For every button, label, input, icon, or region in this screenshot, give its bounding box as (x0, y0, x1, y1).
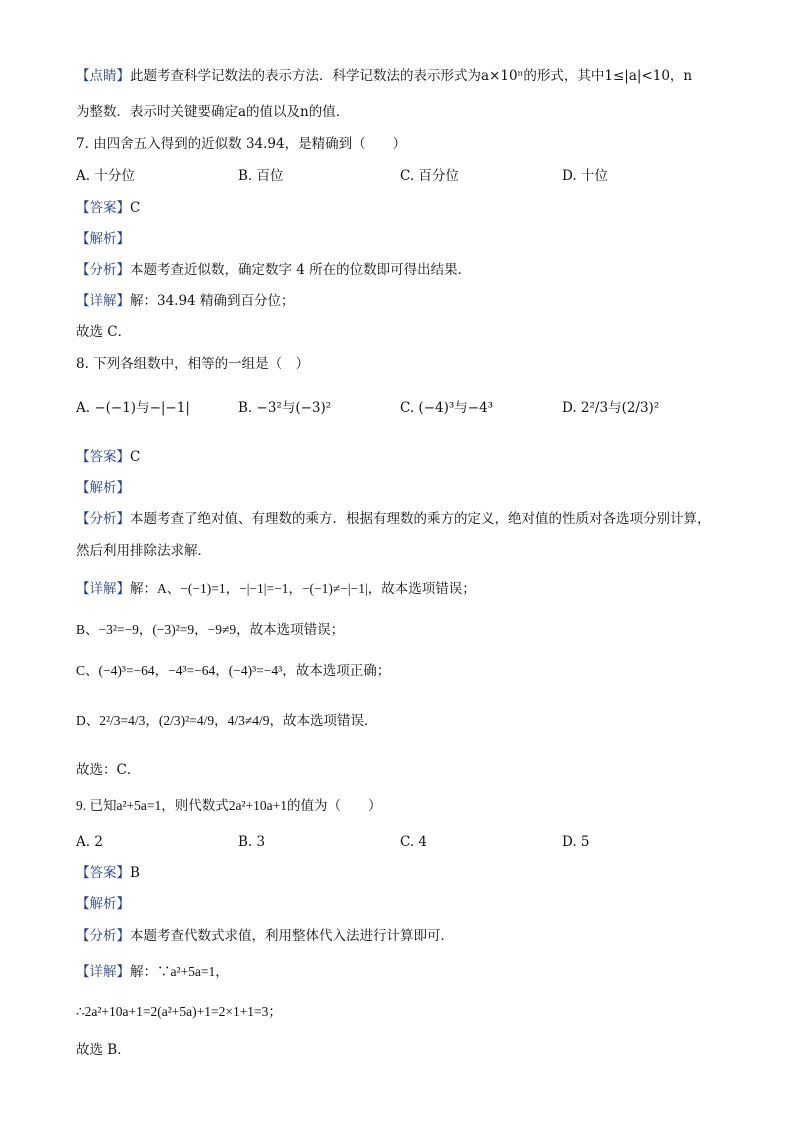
q9-fenxi-label: 【分析】 (76, 928, 130, 944)
dianjing-line (76, 70, 692, 84)
q8-conclusion: 故选：C． (76, 762, 141, 778)
q9-answer-label: 【答案】 (76, 865, 130, 881)
q8-stem: 8. 下列各组数中，相等的一组是（ ） (76, 356, 310, 372)
q9-answer-value: B (130, 865, 140, 881)
q8-option-a: A. −(−1)与−|−1| (76, 400, 190, 416)
q9-option-a: A. 2 (76, 834, 103, 850)
q7-xiangjie (76, 295, 294, 309)
dianjing-text: 此题考查科学记数法的表示方法．科学记数法的表示形式为a×10ⁿ的形式，其中1≤|a|<10，n (130, 68, 693, 84)
q7-option-b: B. 百位 (238, 168, 284, 184)
q7-fenxi-text: 本题考查近似数，确定数字 4 所在的位数即可得出结果． (130, 262, 472, 278)
q8-answer (76, 451, 140, 465)
q8-answer-label: 【答案】 (76, 449, 130, 465)
q9-detail-1 (76, 965, 229, 980)
q8-jiexi: 【解析】 (76, 480, 130, 496)
q9-fenxi-text: 本题考查代数式求值，利用整体代入法进行计算即可． (130, 928, 454, 944)
q7-option-c: C. 百分位 (400, 168, 459, 184)
q8-detail-b: B、−3²=−9，(−3)²=9，−9≠9，故本选项错误； (76, 622, 345, 637)
q8-detail-a (76, 582, 476, 597)
q9-fenxi (76, 930, 454, 944)
q9-option-d: D. 5 (562, 834, 590, 850)
dianjing-label: 【点睛】 (76, 68, 130, 84)
q8-answer-value: C (130, 449, 141, 465)
q9-option-b: B. 3 (238, 834, 266, 850)
dianjing-text-2: 为整数．表示时关键要确定a的值以及n的值． (76, 104, 350, 120)
q9-xiangjie-label: 【详解】 (76, 964, 130, 980)
q8-fenxi-text: 本题考查了绝对值、有理数的乘方．根据有理数的乘方的定义，绝对值的性质对各选项分别计算， (130, 511, 711, 527)
q8-option-d: D. 2²/3与(2/3)² (562, 400, 660, 416)
q8-fenxi (76, 513, 711, 527)
q9-detail-2: ∴2a²+10a+1=2(a²+5a)+1=2×1+1=3； (76, 1004, 282, 1019)
q8-detail-d: D、2²/3=4/3，(2/3)²=4/9，4/3≠4/9，故本选项错误． (76, 713, 378, 728)
q7-xiangjie-text: 解：34.94 精确到百分位； (130, 293, 295, 309)
q7-xiangjie-label: 【详解】 (76, 293, 130, 309)
q9-option-c: C. 4 (400, 834, 428, 850)
q7-answer (76, 202, 140, 216)
q8-xiangjie-label: 【详解】 (76, 581, 130, 597)
q8-option-b: B. −3²与(−3)² (238, 400, 332, 416)
q7-fenxi (76, 264, 471, 278)
q7-jiexi: 【解析】 (76, 231, 130, 247)
q7-option-d: D. 十位 (562, 168, 608, 184)
q7-stem: 7. 由四舍五入得到的近似数 34.94，是精确到（ ） (76, 136, 407, 152)
q7-answer-value: C (130, 200, 141, 216)
q9-answer (76, 867, 140, 881)
q9-jiexi: 【解析】 (76, 896, 130, 912)
q8-detail-c: C、(−4)³=−64，−4³=−64，(−4)³=−4³，故本选项正确； (76, 663, 391, 678)
q7-conclusion: 故选 C． (76, 324, 132, 340)
q8-option-c: C. (−4)³与−4³ (400, 400, 494, 416)
q7-option-a: A. 十分位 (76, 168, 135, 184)
q8-fenxi-label: 【分析】 (76, 511, 130, 527)
q8-detail-a-text: 解：A、−(−1)=1，−|−1|=−1，−(−1)≠−|−1|，故本选项错误； (130, 581, 476, 596)
q9-detail-1-text: 解：∵a²+5a=1， (130, 964, 229, 979)
q9-stem: 9. 已知a²+5a=1，则代数式2a²+10a+1的值为（ ） (76, 798, 382, 813)
q7-fenxi-label: 【分析】 (76, 262, 130, 278)
q9-conclusion: 故选 B． (76, 1042, 131, 1058)
q7-answer-label: 【答案】 (76, 200, 130, 216)
q8-fenxi-2: 然后利用排除法求解． (76, 543, 211, 559)
